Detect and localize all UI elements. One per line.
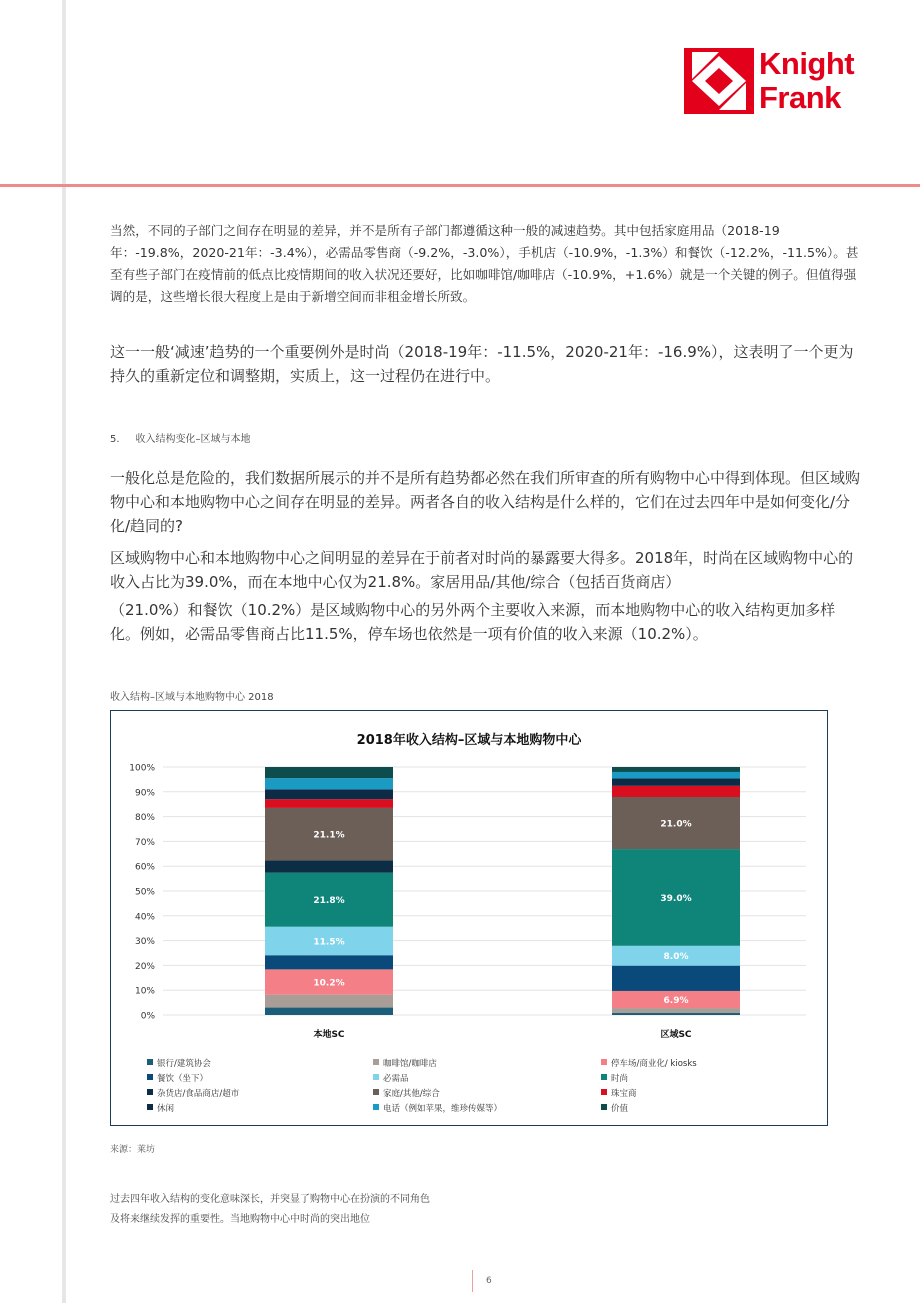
legend-label: 餐饮（坐下） [157, 1074, 209, 1084]
legend-label: 电话（例如苹果，维珍传媒等） [383, 1104, 503, 1114]
bar-segment [265, 860, 393, 872]
bar-segment [612, 1008, 740, 1013]
bar-segment [612, 786, 740, 797]
paragraph-generalization: 一般化总是危险的，我们数据所展示的并不是所有趋势都必然在我们所审查的所有购物中心中得到体现。但区域购物中心和本地购物中心之间存在明显的差异。两者各自的收入结构是什么样的，它们在过去四年中是如何变化/分化/趋同的? [110, 469, 861, 535]
bar-segment [265, 995, 393, 1008]
legend-label: 必需品 [383, 1074, 409, 1084]
y-tick-label: 100% [129, 763, 155, 774]
y-tick-label: 30% [134, 937, 155, 948]
legend-label: 时尚 [611, 1074, 629, 1084]
bar-segment [265, 799, 393, 808]
bar-segment [612, 1013, 740, 1015]
legend-swatch [373, 1089, 379, 1095]
footnote [110, 1190, 610, 1230]
y-tick-label: 20% [134, 961, 155, 972]
legend-swatch [373, 1059, 379, 1065]
x-category-label: 区域SC [660, 1030, 692, 1040]
y-tick-label: 50% [134, 887, 155, 898]
paragraph-fashion-exception: 这一一般‘减速’趋势的一个重要例外是时尚（2018-19年：-11.5%，2020-21年：-16.9%），这表明了一个更为持久的重新定位和调整期，实质上，这一过程仍在进行中。 [110, 343, 854, 385]
legend-label: 杂货店/食品商店/超市 [157, 1089, 240, 1099]
y-tick-label: 90% [134, 788, 155, 799]
section-heading [110, 430, 267, 445]
legend-swatch [601, 1104, 607, 1110]
bar-segment [265, 789, 393, 799]
legend-label: 价值 [611, 1104, 629, 1114]
logo-word-knight: Knight [759, 46, 855, 81]
bar-segment [612, 772, 740, 778]
bar-segment [265, 778, 393, 789]
y-tick-label: 70% [134, 837, 155, 848]
legend-swatch [601, 1074, 607, 1080]
chart-title: 2018年收入结构–区域与本地购物中心 [356, 733, 582, 748]
x-category-label: 本地SC [313, 1030, 345, 1040]
footnote-line-2: 及将来继续发挥的重要性。当地购物中心中时尚的突出地位 [110, 1214, 370, 1225]
bar-segment [612, 966, 740, 991]
chart-frame [110, 710, 828, 1126]
section-title: 收入结构变化–区域与本地 [135, 434, 251, 445]
legend-swatch [147, 1089, 153, 1095]
data-label: 21.8% [313, 896, 345, 907]
legend-swatch [601, 1089, 607, 1095]
bar-segment [612, 778, 740, 785]
source-note: 来源：莱坊 [110, 1145, 156, 1155]
paragraph-regional-vs-local-a: 区域购物中心和本地购物中心之间明显的差异在于前者对时尚的暴露要大得多。2018年，时尚在区域购物中心的收入占比为39.0%，而在本地中心仅为21.8%。家居用品/其他/综合（包括百货商店） [110, 549, 854, 591]
section-number: 5. [110, 434, 120, 445]
legend-label: 休闲 [157, 1104, 175, 1114]
page-number-divider [472, 1270, 473, 1292]
y-tick-label: 10% [134, 986, 155, 997]
bar-segment [265, 1008, 393, 1015]
left-margin-bar [62, 0, 66, 1303]
bar-segment [265, 955, 393, 969]
legend-label: 咖啡馆/咖啡店 [383, 1059, 437, 1069]
legend-label: 银行/建筑协会 [157, 1059, 211, 1069]
data-label: 10.2% [313, 978, 345, 989]
logo-mark-icon [684, 48, 754, 114]
y-tick-label: 0% [140, 1011, 155, 1022]
data-label: 39.0% [660, 893, 692, 904]
y-tick-label: 80% [134, 813, 155, 824]
logo-word-frank: Frank [759, 80, 841, 115]
footnote-line-1: 过去四年收入结构的变化意味深长，并突显了购物中心在扮演的不同角色 [110, 1194, 430, 1205]
data-label: 8.0% [663, 952, 689, 963]
legend-swatch [147, 1104, 153, 1110]
revenue-mix-chart [111, 711, 826, 1124]
legend-label: 停车场/商业化/ kiosks [611, 1059, 697, 1069]
legend-swatch [147, 1059, 153, 1065]
legend-swatch [601, 1059, 607, 1065]
y-tick-label: 40% [134, 912, 155, 923]
paragraph-regional-vs-local-b: （21.0%）和餐饮（10.2%）是区域购物中心的另外两个主要收入来源，而本地购物中心的收入结构更加多样化。例如，必需品零售商占比11.5%，停车场也依然是一项有价值的收入来源（10.2%）。 [110, 601, 836, 643]
data-label: 6.9% [663, 996, 689, 1006]
figure-caption: 收入结构–区域与本地购物中心 2018 [110, 692, 274, 703]
data-label: 21.0% [660, 819, 692, 830]
legend-swatch [147, 1074, 153, 1080]
page-number: 6 [486, 1276, 492, 1286]
data-label: 11.5% [313, 937, 345, 948]
legend-label: 家庭/其他/综合 [383, 1089, 440, 1099]
header-rule [0, 184, 920, 187]
legend-swatch [373, 1104, 379, 1110]
legend-label: 珠宝商 [611, 1089, 637, 1099]
y-tick-label: 60% [134, 862, 155, 873]
bar-segment [265, 767, 393, 778]
data-label: 21.1% [313, 830, 345, 841]
bar-segment [612, 767, 740, 772]
legend-swatch [373, 1074, 379, 1080]
paragraph-subsector-differences: 当然，不同的子部门之间存在明显的差异，并不是所有子部门都遵循这种一般的减速趋势。其中包括家庭用品（2018-19年：-19.8%，2020-21年：-3.4%），必需品零售商（-9.2%，-3.0%），手机店（-10.9%，-1.3%）和餐饮（-12.2%，-11.5%）。甚至有些子部门在疫情前的低点比疫情期间的收入状况还要好，比如咖啡馆/咖啡店（-10.9%，+1.6%）就是一个关键的例子。但值得强调的是，这些增长很大程度上是由于新增空间而非租金增长所致。 [110, 223, 859, 304]
